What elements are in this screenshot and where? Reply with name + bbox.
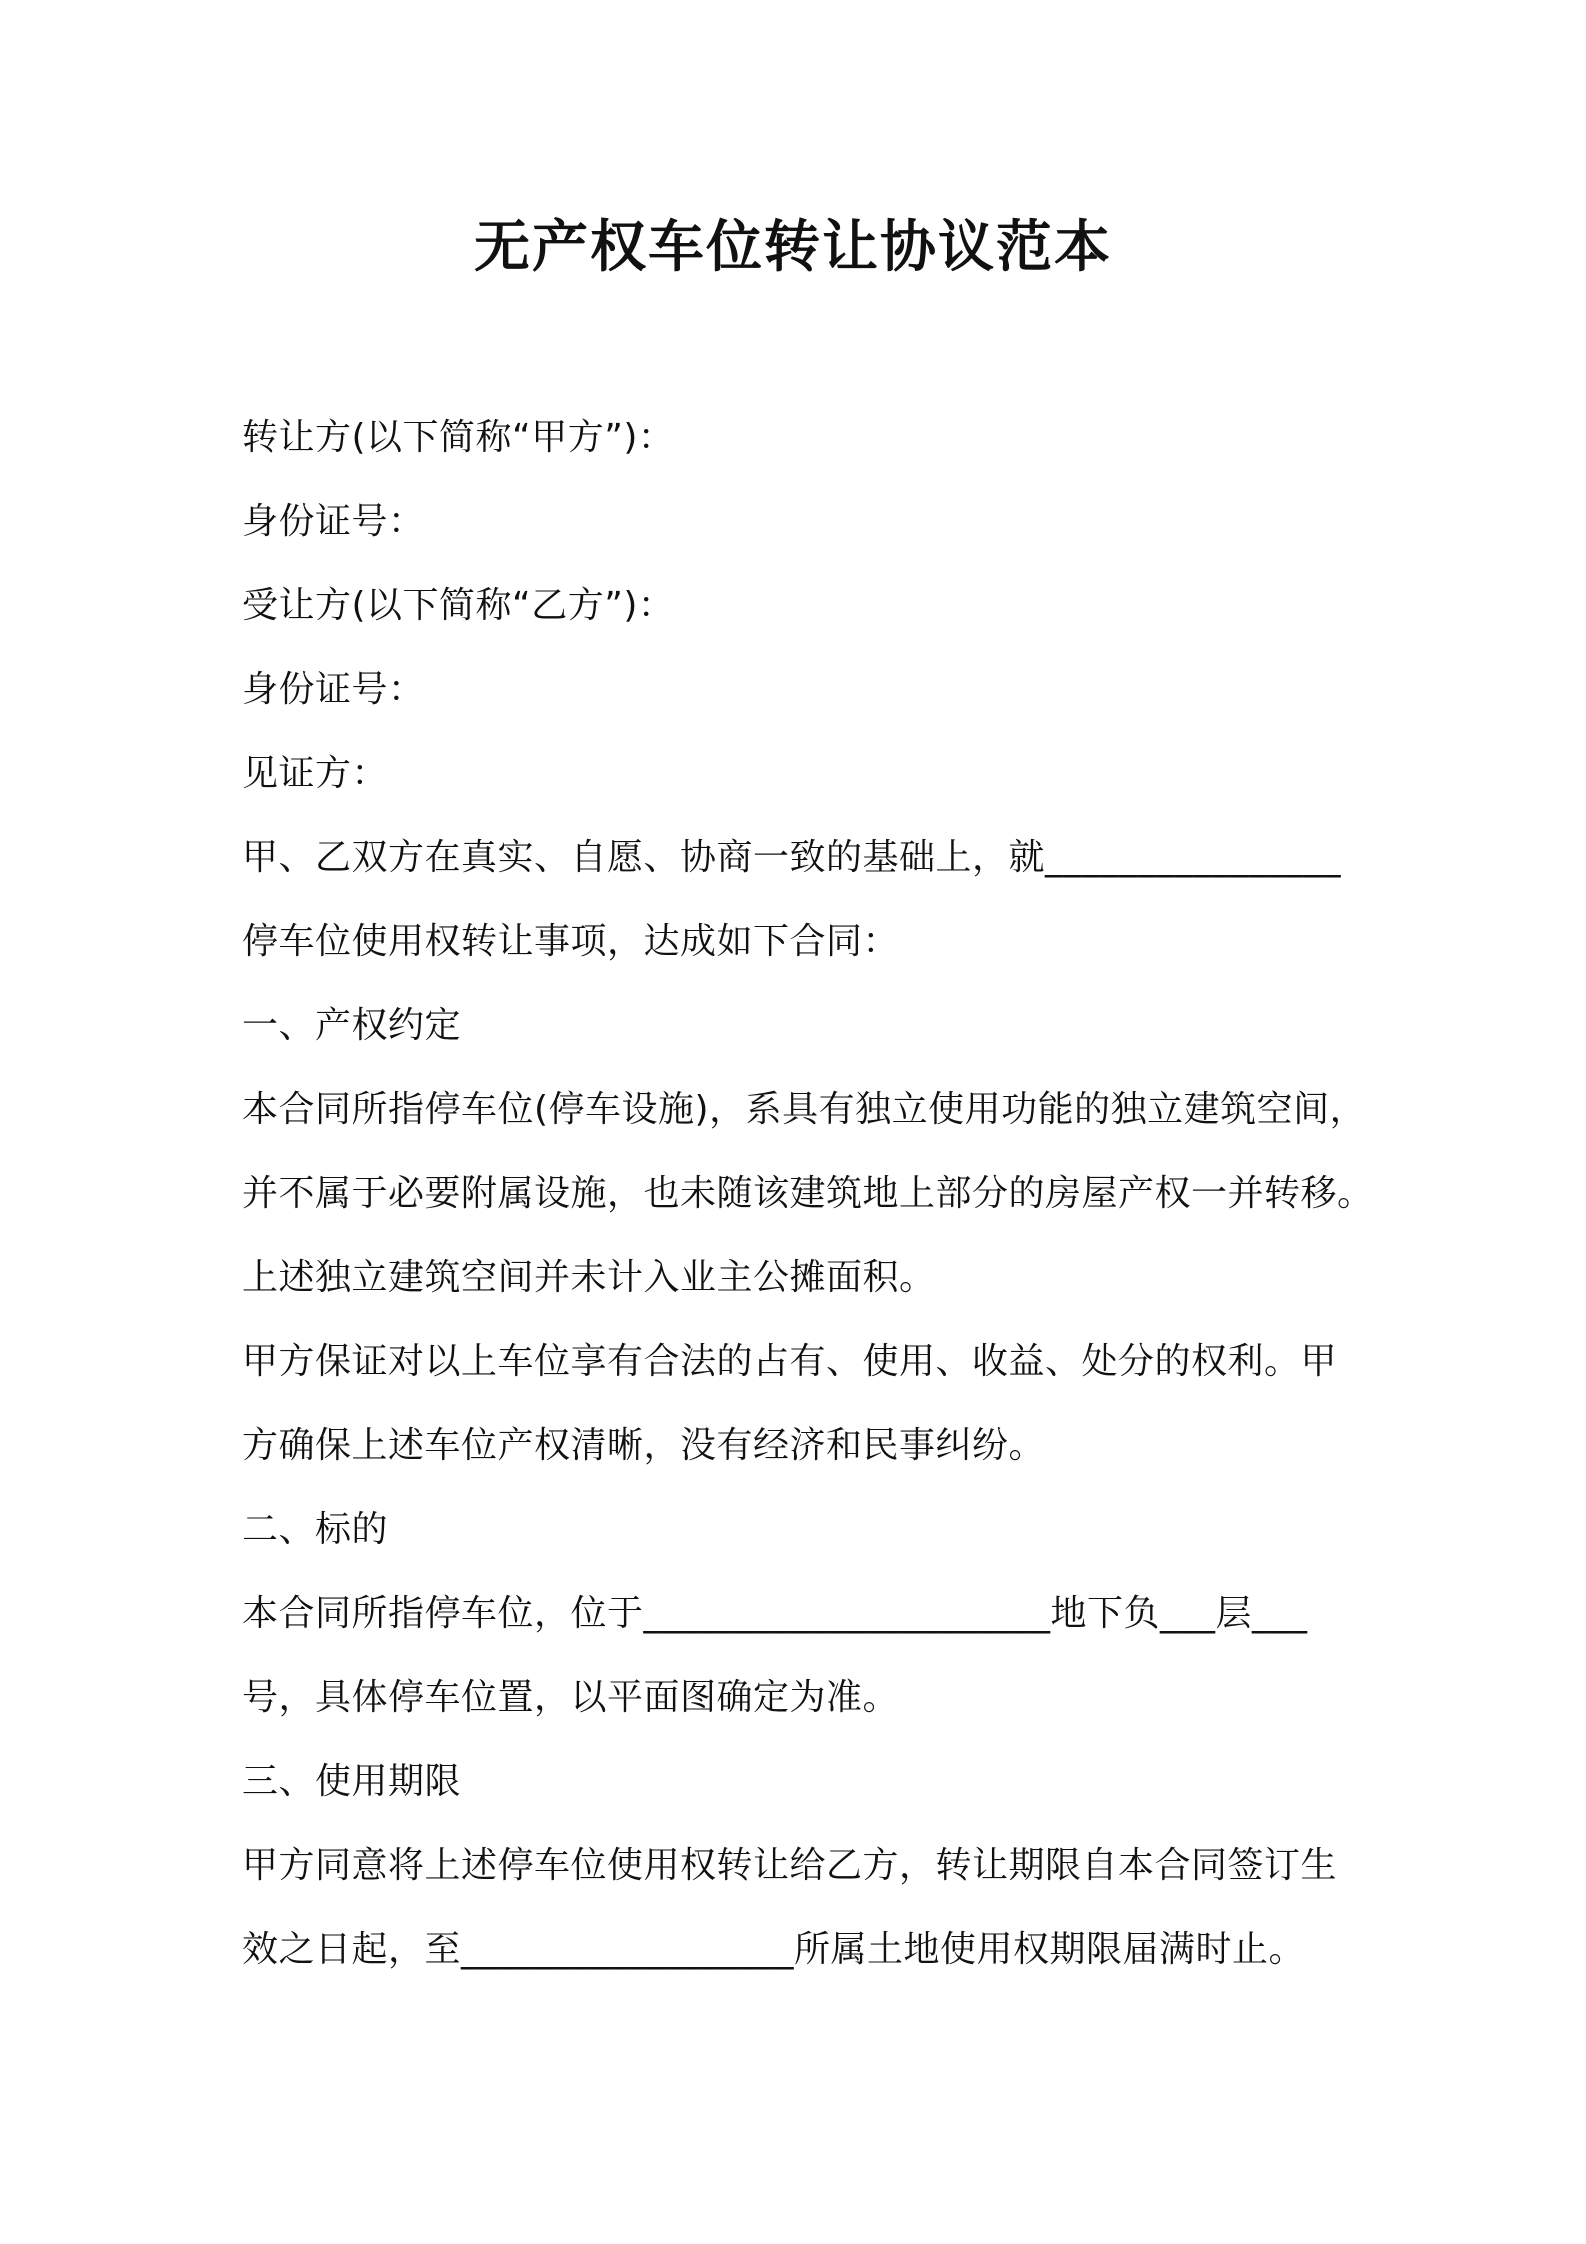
witness-line: 见证方： xyxy=(242,753,389,794)
transferor-line: 转让方(以下简称“甲方”)： xyxy=(242,417,675,458)
transferor-id-line: 身份证号： xyxy=(242,501,425,542)
section-1-line-5: 方确保上述车位产权清晰，没有经济和民事纠纷。 xyxy=(242,1425,1046,1466)
section-3-line-2: 效之日起，至__________________所属土地使用权期限届满时止。 xyxy=(242,1929,1306,1970)
section-1-line-3: 上述独立建筑空间并未计入业主公摊面积。 xyxy=(242,1257,936,1298)
transferee-line: 受让方(以下简称“乙方”)： xyxy=(242,585,675,626)
section-heading-1: 一、产权约定 xyxy=(242,1005,462,1046)
preamble-line-1: 甲、乙双方在真实、自愿、协商一致的基础上，就________________ xyxy=(242,837,1342,878)
transferee-id-line: 身份证号： xyxy=(242,669,425,710)
section-3-line-1: 甲方同意将上述停车位使用权转让给乙方，转让期限自本合同签订生 xyxy=(242,1845,1338,1886)
document-title: 无产权车位转让协议范本 xyxy=(474,215,1112,280)
section-2-line-2: 号，具体停车位置，以平面图确定为准。 xyxy=(242,1677,900,1718)
section-heading-2: 二、标的 xyxy=(242,1509,389,1550)
preamble-line-2: 停车位使用权转让事项，达成如下合同： xyxy=(242,921,900,962)
document-body xyxy=(242,396,1382,1992)
section-1-line-4: 甲方保证对以上车位享有合法的占有、使用、收益、处分的权利。甲 xyxy=(242,1341,1338,1382)
section-heading-3: 三、使用期限 xyxy=(242,1761,462,1802)
section-2-line-1: 本合同所指停车位，位于______________________地下负___层___ xyxy=(242,1593,1308,1634)
section-1-line-2: 并不属于必要附属设施，也未随该建筑地上部分的房屋产权一并转移。 xyxy=(242,1173,1374,1214)
section-1-line-1: 本合同所指停车位(停车设施)，系具有独立使用功能的独立建筑空间， xyxy=(242,1089,1367,1130)
